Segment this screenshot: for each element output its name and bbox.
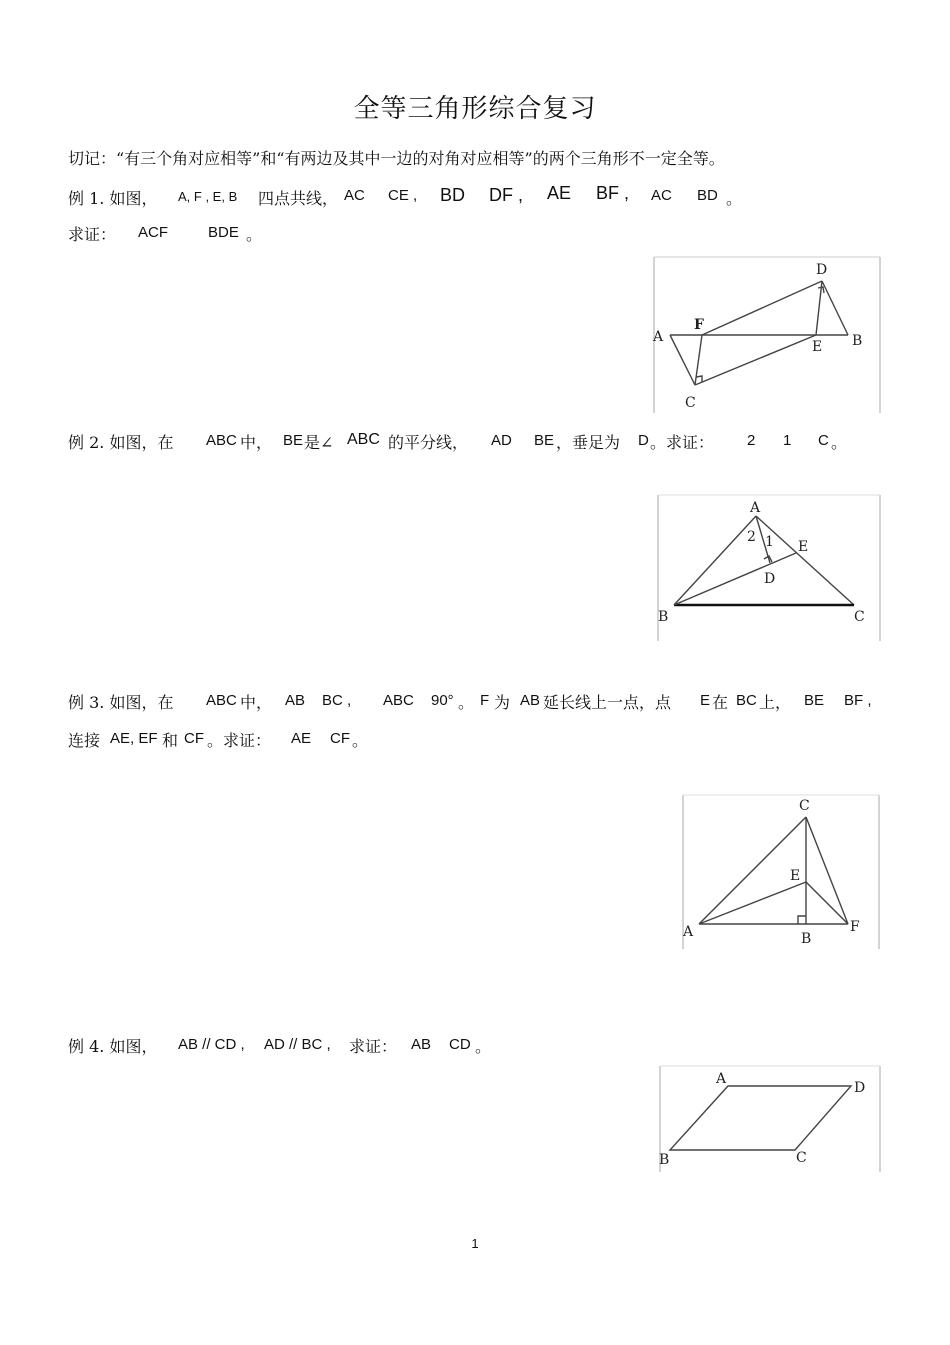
ex1-prefix: 例 1. 如图，	[68, 189, 158, 208]
ex3-t14: AE	[291, 730, 312, 747]
ex2-label-1: 1	[765, 534, 774, 550]
ex3-label-B: B	[801, 931, 812, 947]
ex1-points: A, F , E, B	[178, 189, 238, 204]
ex2-label-B: B	[658, 609, 669, 625]
ex2-t3: ABC	[347, 431, 380, 448]
ex3-mid5: 在	[712, 693, 729, 712]
ex4-t2: AD // BC ,	[264, 1036, 331, 1053]
ex4-t3: AB	[411, 1036, 432, 1053]
ex3-mid6: 上，	[759, 693, 792, 712]
ex1-figure	[652, 255, 882, 415]
ex3-label-C: C	[799, 798, 810, 814]
ex1-label-E: E	[812, 339, 823, 355]
ex2-t6: D	[638, 432, 649, 449]
ex4-t4: CD	[449, 1036, 471, 1053]
ex2-mid2: 是∠	[304, 433, 334, 452]
ex3-t12: AE, EF	[110, 730, 158, 747]
ex1-c5: AE	[547, 183, 572, 203]
ex2-t9: C	[818, 432, 829, 449]
ex1-label-F: F	[694, 317, 704, 333]
ex3-label-A: A	[683, 924, 694, 940]
ex3-prefix: 例 3. 如图，在	[68, 693, 174, 712]
ex2-label-A: A	[750, 500, 761, 516]
ex2-t8: 1	[783, 432, 792, 449]
ex2-end: 。	[831, 433, 848, 452]
ex2-t5: BE	[534, 432, 555, 449]
ex1-label-C: C	[685, 395, 696, 411]
ex1-label-A: A	[653, 329, 664, 345]
ex3-t4: ABC	[383, 692, 414, 709]
ex3-mid4: 延长线上一点，点	[543, 693, 672, 712]
ex3-label-F: F	[850, 919, 860, 935]
ex3-t13: CF	[184, 730, 204, 747]
ex3-mid8: 。求证：	[207, 731, 272, 750]
ex3-t2: AB	[285, 692, 306, 709]
ex4-label-A: A	[716, 1071, 727, 1087]
note-text: 切记：“有三个角对应相等”和“有两边及其中一边的对角对应相等”的两个三角形不一定全等。	[68, 149, 725, 168]
ex3-t6: F	[480, 692, 490, 709]
ex3-mid2: 。	[458, 693, 475, 712]
ex4-label-D: D	[854, 1080, 866, 1096]
ex1-c1: AC	[344, 187, 365, 204]
ex2-t2: BE	[283, 432, 304, 449]
ex2-t4: AD	[491, 432, 512, 449]
ex3-mid7: 和	[162, 731, 179, 750]
ex2-label-D: D	[764, 571, 776, 587]
ex2-mid3: 的平分线，	[388, 433, 469, 452]
ex3-t15: CF	[330, 730, 350, 747]
ex3-t7: AB	[520, 692, 541, 709]
ex3-t10: BE	[804, 692, 825, 709]
ex1-collinear: 四点共线，	[258, 189, 339, 208]
ex4-figure	[658, 1064, 882, 1174]
ex1-c4: DF ,	[489, 185, 523, 205]
ex1-c2: CE ,	[388, 187, 418, 204]
ex1-c6: BF ,	[596, 183, 630, 203]
ex3-t3: BC ,	[322, 692, 352, 709]
ex4-prove-label: 求证：	[349, 1037, 398, 1056]
ex1-prove-2: BDE	[208, 224, 239, 241]
ex3-t9: BC	[736, 692, 757, 709]
ex2-t7: 2	[747, 432, 756, 449]
ex4-end: 。	[475, 1037, 492, 1056]
ex2-t1: ABC	[206, 432, 237, 449]
ex4-label-B: B	[659, 1152, 670, 1168]
ex3-t8: E	[700, 692, 711, 709]
ex2-mid1: 中，	[240, 433, 273, 452]
ex2-label-C: C	[854, 609, 865, 625]
ex2-label-E: E	[798, 539, 809, 555]
ex2-label-2: 2	[747, 529, 756, 545]
ex1-label-B: B	[852, 333, 863, 349]
ex2-mid5: 。求证：	[650, 433, 715, 452]
ex4-t1: AB // CD ,	[178, 1036, 245, 1053]
ex1-label-D: D	[816, 262, 828, 278]
ex3-t5: 90°	[431, 692, 454, 709]
ex1-end: 。	[726, 189, 743, 208]
ex1-c8: BD	[697, 187, 718, 204]
page-number: 1	[471, 1236, 479, 1251]
ex1-prove-1: ACF	[138, 224, 168, 241]
ex4-label-C: C	[796, 1150, 807, 1166]
ex3-mid1: 中，	[240, 693, 273, 712]
page-title: 全等三角形综合复习	[353, 94, 597, 124]
ex1-c3: BD	[440, 185, 466, 205]
ex3-figure	[681, 793, 881, 951]
ex4-prefix: 例 4. 如图，	[68, 1037, 158, 1056]
ex3-line2-prefix: 连接	[68, 731, 101, 750]
ex2-mid4: ，垂足为	[556, 433, 621, 452]
ex2-figure	[656, 493, 882, 643]
ex1-c7: AC	[651, 187, 672, 204]
ex1-prove-end: 。	[246, 225, 263, 244]
ex3-label-E: E	[790, 868, 801, 884]
ex3-t1: ABC	[206, 692, 237, 709]
ex2-prefix: 例 2. 如图，在	[68, 433, 174, 452]
ex3-t11: BF ,	[844, 692, 872, 709]
ex1-prove-label: 求证：	[68, 225, 117, 244]
ex3-end: 。	[352, 731, 369, 750]
ex3-mid3: 为	[494, 693, 511, 712]
